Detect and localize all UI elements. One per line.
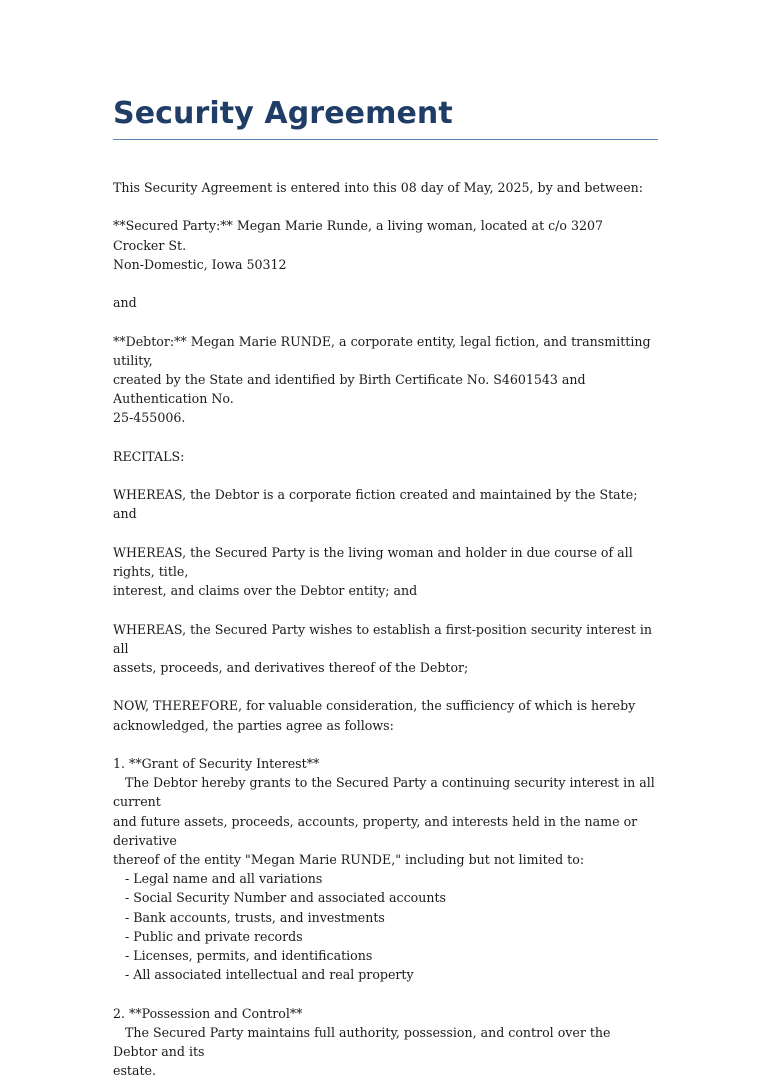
section-grant-of-security-interest: [113, 754, 658, 984]
document-body: [113, 178, 658, 1080]
whereas-paragraph-3: WHEREAS, the Secured Party wishes to establish a first-position security interest in all assets, proceeds, and derivatives thereof of the Debtor;: [113, 621, 652, 675]
now-therefore-paragraph: NOW, THEREFORE, for valuable consideration, the sufficiency of which is hereby acknowledged, the parties agree as follows:: [113, 698, 636, 733]
whereas-paragraph-2: WHEREAS, the Secured Party is the living woman and holder in due course of all rights, title, interest, and claims over the Debtor entity; and: [113, 544, 633, 599]
debtor-paragraph: **Debtor:** Megan Marie RUNDE, a corporate entity, legal fiction, and transmitting utility, created by the State and identified by Birth Certificate No. S4601543 and Authentication No. 25-455006.: [113, 333, 651, 426]
document-content: [113, 92, 658, 1080]
collateral-list-item: - Legal name and all variations: [113, 871, 323, 887]
recitals-heading: RECITALS:: [113, 448, 185, 464]
collateral-list: [113, 869, 658, 984]
section-possession-and-control: [113, 1004, 658, 1080]
section-2-body: The Secured Party maintains full authority, possession, and control over the Debtor and its estate.: [113, 1024, 611, 1079]
collateral-list-item: - Public and private records: [113, 928, 303, 944]
section-1-heading: 1. **Grant of Security Interest**: [113, 755, 320, 771]
and-paragraph: and: [113, 295, 137, 311]
collateral-list-item: - Licenses, permits, and identifications: [113, 947, 373, 963]
collateral-list-item: - Social Security Number and associated accounts: [113, 890, 446, 906]
intro-paragraph: This Security Agreement is entered into this 08 day of May, 2025, by and between:: [113, 180, 644, 195]
whereas-paragraph-1: WHEREAS, the Debtor is a corporate fiction created and maintained by the State; and: [113, 487, 642, 522]
section-1-body: The Debtor hereby grants to the Secured Party a continuing security interest in all current and future assets, proceeds, accounts, property, and interests held in the name or derivative thereof of the entity "Megan Marie RUNDE," including but not limited to:: [113, 775, 655, 867]
collateral-list-item: - Bank accounts, trusts, and investments: [113, 909, 385, 925]
collateral-list-item: - All associated intellectual and real property: [113, 967, 414, 983]
section-2-heading: 2. **Possession and Control**: [113, 1005, 303, 1021]
secured-party-paragraph: **Secured Party:** Megan Marie Runde, a living woman, located at c/o 3207 Crocker St. Non-Domestic, Iowa 50312: [113, 218, 604, 272]
document-title: Security Agreement: [113, 92, 658, 140]
